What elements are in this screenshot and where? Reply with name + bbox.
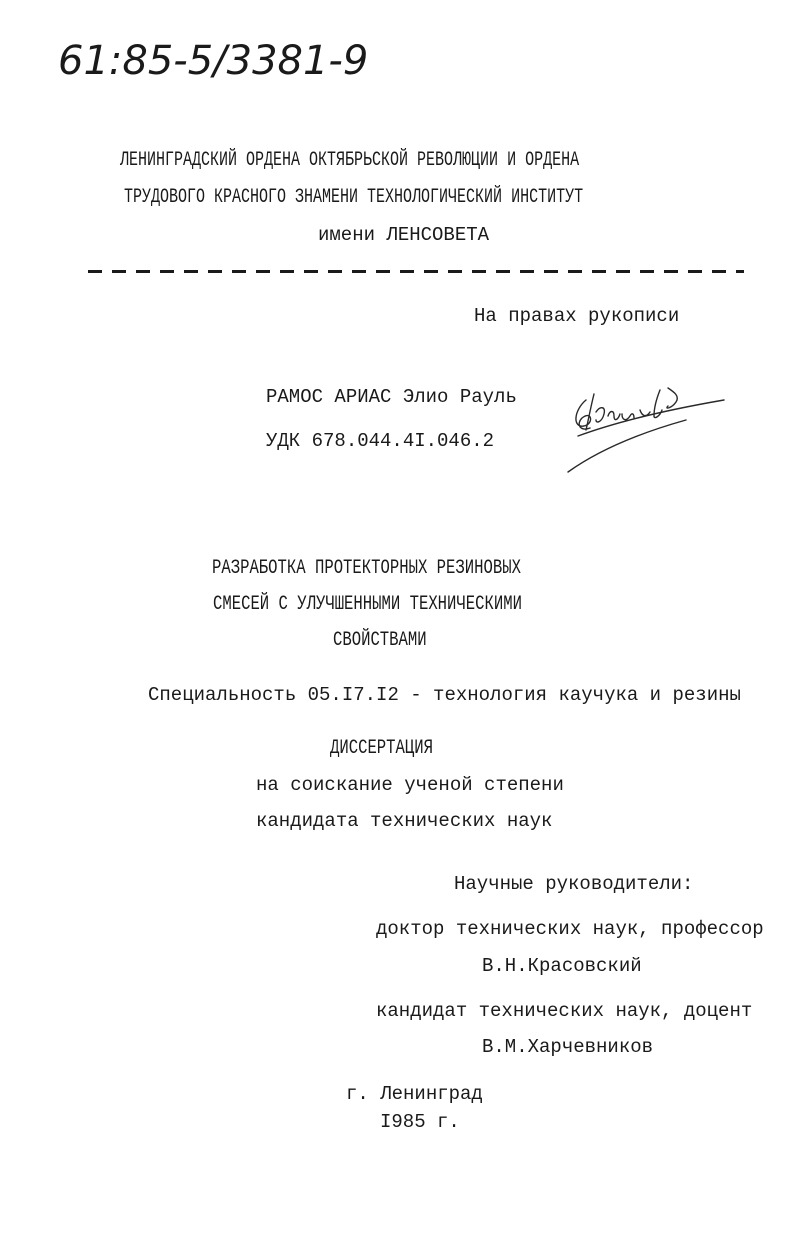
institution-line-1: ЛЕНИНГРАДСКИЙ ОРДЕНА ОКТЯБРЬСКОЙ РЕВОЛЮЦИИ И ОРДЕНА [120,149,580,172]
institution-line-2: ТРУДОВОГО КРАСНОГО ЗНАМЕНИ ТЕХНОЛОГИЧЕСКИЙ ИНСТИТУТ [124,186,584,209]
supervisor-1-title: доктор технических наук, профессор [376,918,764,940]
author-name: РАМОС АРИАС Элио Рауль [266,386,517,408]
supervisor-1-name: В.Н.Красовский [482,955,642,977]
place: г. Ленинград [346,1083,483,1105]
signature [556,370,736,480]
supervisor-2-title: кандидат технических наук, доцент [376,1000,753,1022]
handwritten-archive-number [56,30,396,90]
dashed-separator [88,270,744,273]
title-line-1: РАЗРАБОТКА ПРОТЕКТОРНЫХ РЕЗИНОВЫХ [212,557,521,580]
supervisor-2-name: В.М.Харчевников [482,1036,654,1058]
institution-line-3: имени ЛЕНСОВЕТА [318,224,490,246]
supervisors-label: Научные руководители: [454,873,694,895]
title-line-3: СВОЙСТВАМИ [333,629,427,652]
year: I985 г. [380,1111,460,1133]
dissertation-label: ДИССЕРТАЦИЯ [330,737,433,760]
manuscript-note: На правах рукописи [474,305,680,327]
archive-number-text: 61:85-5/3381-9 [58,38,369,84]
degree-line-1: на соискание ученой степени [256,774,564,796]
udc-code: УДК 678.044.4I.046.2 [266,430,495,452]
title-line-2: СМЕСЕЙ С УЛУЧШЕННЫМИ ТЕХНИЧЕСКИМИ [213,593,522,616]
specialty: Специальность 05.I7.I2 - технология каучука и резины [148,684,741,706]
degree-line-2: кандидата технических наук [256,810,553,832]
